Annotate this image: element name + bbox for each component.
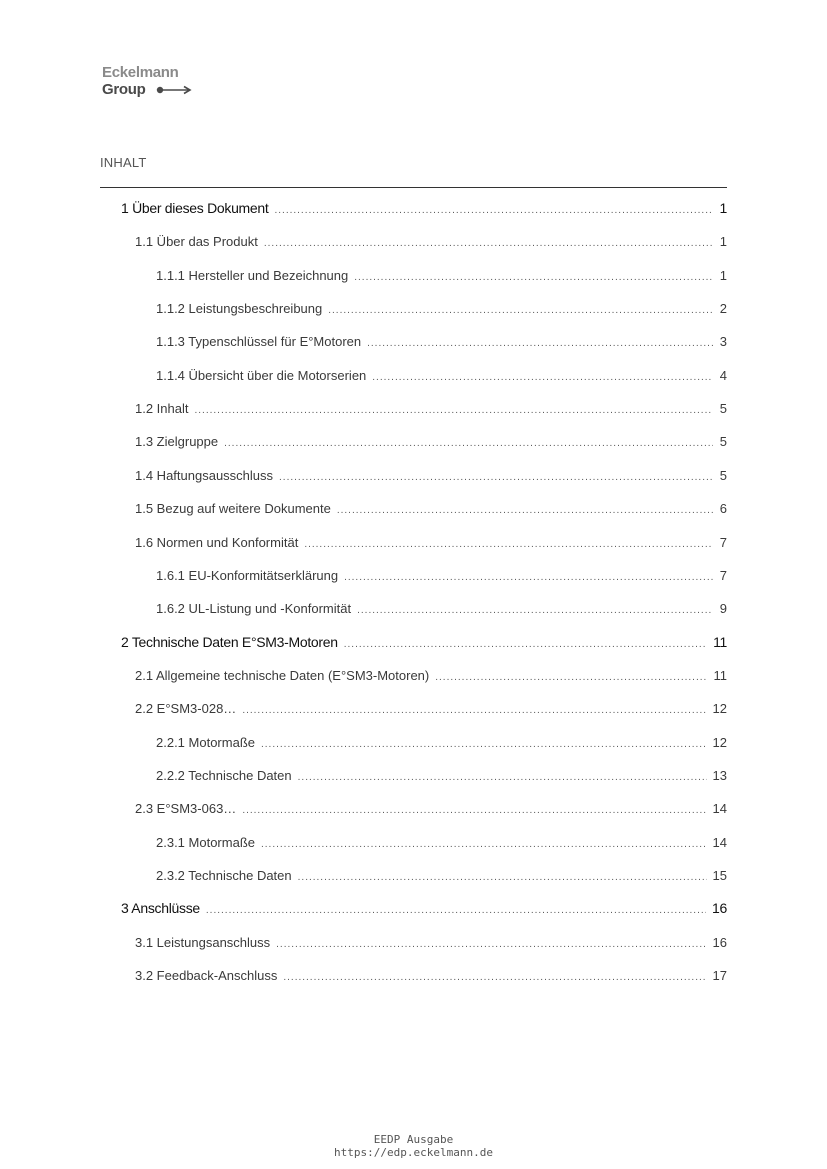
toc-entry-label: 1.1.4 Übersicht über die Motorserien bbox=[156, 367, 367, 383]
toc-entry[interactable] bbox=[135, 225, 727, 258]
toc-entry-page: 11 bbox=[713, 667, 727, 683]
toc-entry-label: 1.6 Normen und Konformität bbox=[135, 534, 299, 550]
toc-dot-leader bbox=[283, 961, 706, 994]
toc-dot-leader bbox=[224, 427, 713, 460]
logo-text-group: Group bbox=[102, 81, 146, 98]
toc-dot-leader bbox=[276, 928, 706, 961]
toc-entry[interactable] bbox=[156, 759, 727, 792]
toc-entry-label: 2.2.2 Technische Daten bbox=[156, 767, 292, 783]
toc-entry-page: 4 bbox=[719, 367, 727, 383]
toc-entry[interactable] bbox=[135, 659, 727, 692]
toc-entry-label: 2.2.1 Motormaße bbox=[156, 734, 255, 750]
toc-entry-page: 11 bbox=[713, 633, 727, 650]
footer-edition: EEDP Ausgabe bbox=[373, 1133, 454, 1146]
toc-entry-page: 1 bbox=[719, 234, 727, 250]
toc-dot-leader bbox=[242, 794, 706, 827]
toc-entry-page: 1 bbox=[719, 200, 727, 216]
toc-entry-page: 16 bbox=[712, 900, 727, 917]
toc-entry-page: 9 bbox=[719, 601, 727, 617]
toc-entry-label: 3 Anschlüsse bbox=[121, 900, 200, 917]
toc-entry[interactable] bbox=[135, 692, 727, 725]
toc-entry-page: 6 bbox=[719, 501, 727, 517]
toc-dot-leader bbox=[242, 694, 706, 727]
toc-entry[interactable] bbox=[156, 592, 727, 625]
toc-entry-page: 3 bbox=[719, 334, 727, 350]
toc-dot-leader bbox=[337, 494, 713, 527]
toc-dot-leader bbox=[298, 861, 707, 894]
toc-entry-page: 7 bbox=[719, 567, 727, 583]
toc-entry[interactable] bbox=[135, 526, 727, 559]
toc-entry[interactable] bbox=[156, 359, 727, 392]
toc-entry-label: 1.5 Bezug auf weitere Dokumente bbox=[135, 501, 331, 517]
toc-entry-page: 7 bbox=[719, 534, 727, 550]
toc-entry[interactable] bbox=[135, 459, 727, 492]
toc-entry-label: 1.1.1 Hersteller und Bezeichnung bbox=[156, 267, 349, 283]
toc-entry-label: 1.6.2 UL-Listung und -Konformität bbox=[156, 601, 352, 617]
toc-entry[interactable] bbox=[135, 425, 727, 458]
toc-dot-leader bbox=[354, 261, 713, 294]
toc-entry-page: 17 bbox=[712, 968, 727, 984]
toc-dot-leader bbox=[261, 828, 707, 861]
toc-entry[interactable] bbox=[156, 259, 727, 292]
toc-dot-leader bbox=[304, 528, 713, 561]
toc-entry[interactable] bbox=[156, 325, 727, 358]
toc-entry[interactable] bbox=[156, 559, 727, 592]
toc-entry-label: 2.3.1 Motormaße bbox=[156, 834, 255, 850]
toc-entry-label: 1.3 Zielgruppe bbox=[135, 434, 219, 450]
toc-entry[interactable] bbox=[121, 192, 727, 225]
toc-entry[interactable] bbox=[135, 492, 727, 525]
toc-entry-page: 14 bbox=[712, 801, 727, 817]
logo-text-eckelmann: Eckelmann bbox=[102, 64, 179, 81]
toc-entry[interactable] bbox=[135, 926, 727, 959]
toc-entry-label: 2.3.2 Technische Daten bbox=[156, 868, 292, 883]
toc-entry-label: 1.6.1 EU-Konformitätserklärung bbox=[156, 567, 339, 583]
company-logo bbox=[102, 64, 212, 100]
toc-entry[interactable] bbox=[121, 626, 727, 659]
toc-entry-page: 1 bbox=[719, 267, 727, 283]
toc-entry[interactable] bbox=[135, 959, 727, 992]
toc-dot-leader bbox=[328, 294, 713, 327]
toc-entry[interactable] bbox=[121, 892, 727, 925]
page-footer bbox=[0, 1133, 827, 1159]
toc-entry-label: 1.1 Über das Produkt bbox=[135, 234, 258, 250]
toc-dot-leader bbox=[264, 227, 713, 260]
toc-dot-leader bbox=[372, 361, 713, 394]
toc-entry[interactable] bbox=[135, 392, 727, 425]
toc-dot-leader bbox=[357, 594, 713, 627]
toc-dot-leader bbox=[195, 394, 714, 427]
toc-entry-page: 16 bbox=[712, 934, 727, 950]
toc-dot-leader bbox=[206, 894, 706, 927]
toc-dot-leader bbox=[344, 628, 707, 661]
toc-entry-label: 2.2 E°SM3-028… bbox=[135, 701, 237, 717]
toc-entry-page: 13 bbox=[712, 767, 727, 783]
toc-entry-page: 5 bbox=[719, 401, 727, 417]
toc-entry[interactable] bbox=[156, 292, 727, 325]
toc-entry-label: 3.1 Leistungsanschluss bbox=[135, 934, 271, 950]
toc-entry-label: 3.2 Feedback-Anschluss bbox=[135, 968, 278, 984]
toc-dot-leader bbox=[261, 728, 707, 761]
toc-dot-leader bbox=[274, 194, 713, 227]
toc-dot-leader bbox=[435, 661, 707, 694]
toc-dot-leader bbox=[279, 461, 713, 494]
toc-entry-label: 2.1 Allgemeine technische Daten (E°SM3-Motoren) bbox=[135, 667, 430, 683]
toc-entry-label: 1.2 Inhalt bbox=[135, 401, 189, 417]
toc-entry-page: 12 bbox=[712, 734, 727, 750]
heading-divider bbox=[100, 187, 727, 188]
toc-entry-page: 2 bbox=[719, 301, 727, 317]
toc-entry-page: 14 bbox=[712, 834, 727, 850]
toc-entry-label: 1.1.3 Typenschlüssel für E°Motoren bbox=[156, 334, 362, 350]
toc-entry[interactable] bbox=[156, 826, 727, 859]
footer-url[interactable]: https://edp.eckelmann.de bbox=[334, 1146, 493, 1159]
toc-entry-page: 5 bbox=[719, 434, 727, 450]
toc-entry-page: 15 bbox=[712, 868, 727, 883]
toc-entry-label: 2 Technische Daten E°SM3-Motoren bbox=[121, 633, 338, 650]
toc-entry[interactable] bbox=[156, 726, 727, 759]
toc-entry-page: 5 bbox=[719, 467, 727, 483]
toc-dot-leader bbox=[298, 761, 707, 794]
toc-entry[interactable] bbox=[156, 859, 727, 892]
logo-arrow-icon bbox=[155, 85, 193, 95]
toc-dot-leader bbox=[367, 327, 713, 360]
toc-entry-label: 1.1.2 Leistungsbeschreibung bbox=[156, 301, 323, 317]
toc-entry-label: 2.3 E°SM3-063… bbox=[135, 801, 237, 817]
toc-entry-label: 1.4 Haftungsausschluss bbox=[135, 467, 274, 483]
toc-entry[interactable] bbox=[135, 792, 727, 825]
toc-dot-leader bbox=[344, 561, 713, 594]
toc-entry-page: 12 bbox=[712, 701, 727, 717]
toc-entry-label: 1 Über dieses Dokument bbox=[121, 200, 269, 216]
toc-heading: INHALT bbox=[100, 155, 147, 170]
